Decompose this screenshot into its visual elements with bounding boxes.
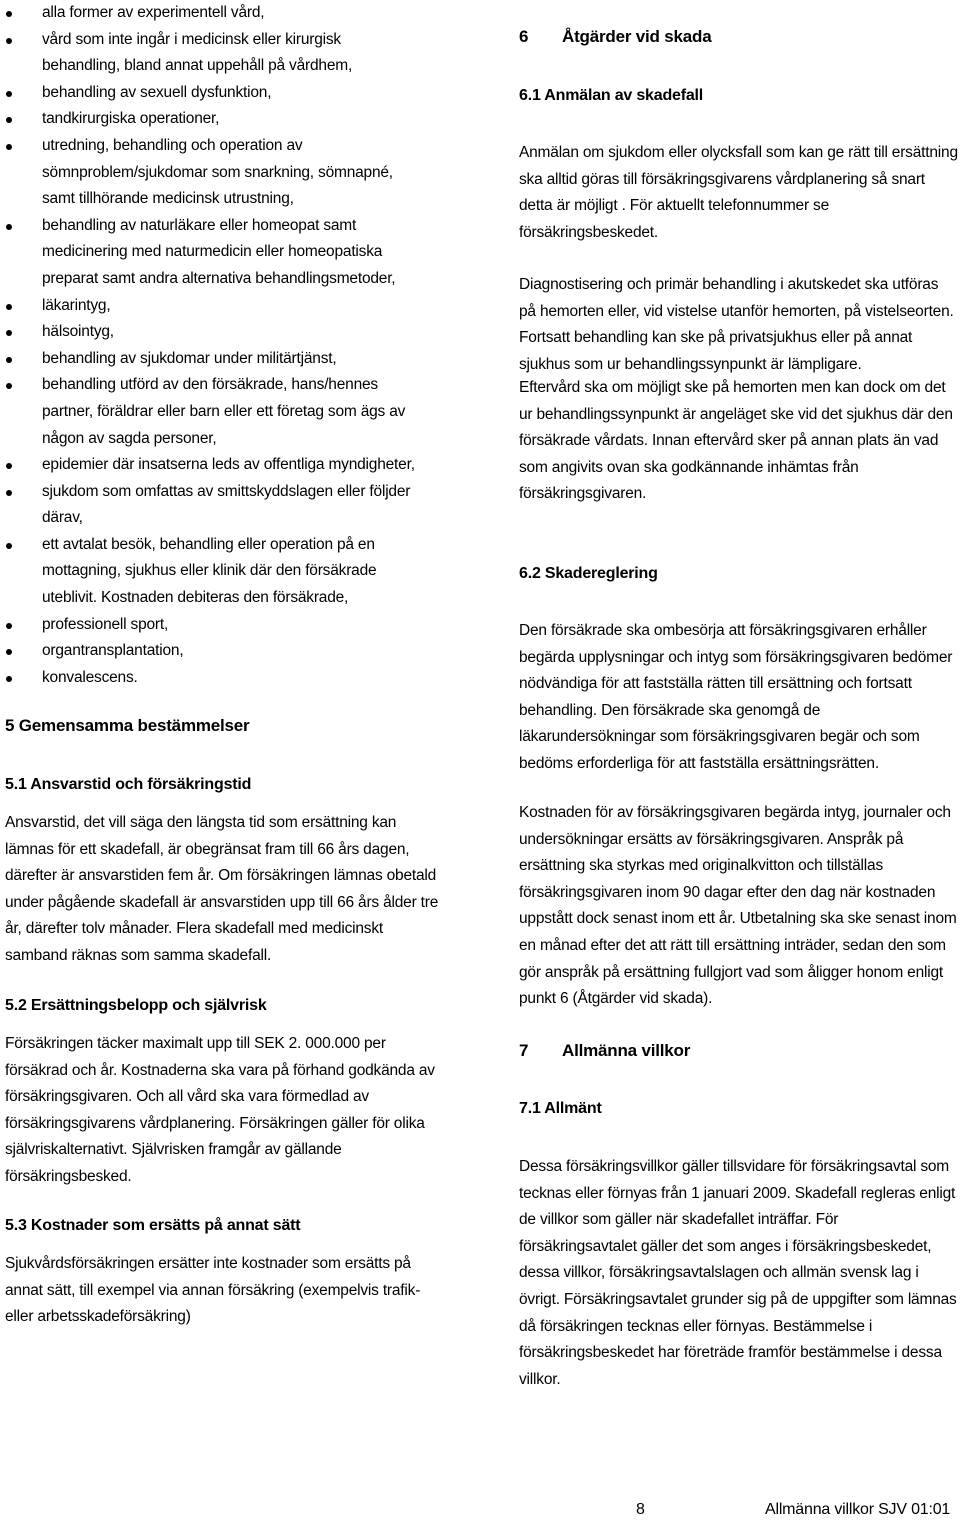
list-item: läkarintyg, — [5, 293, 420, 320]
section-6-2-paragraph-1: Den försäkrade ska ombesörja att försäkringsgivaren erhåller begärda upplysningar och intyg som försäkringsgivaren bedömer nödvändiga för att fastställa rätten till ersättning och fortsatt behandling. Den försäkrade ska genomgå de läkarundersökningar som försäkringsgivaren begär och som bedöms erforderliga för att fastställa ersättningsrätten. — [519, 622, 953, 772]
section-6-1-heading: 6.1 Anmälan av skadefall — [519, 87, 704, 104]
section-7-title: Allmänna villkor — [562, 1041, 691, 1060]
list-item: behandling av naturläkare eller homeopat samt medicinering med naturmedicin eller homeopatiska preparat samt andra alternativa behandlingsmetoder, — [5, 213, 420, 293]
section-7-1-paragraph: Dessa försäkringsvillkor gäller tillsvidare för försäkringsavtal som tecknas eller förnyas från 1 januari 2009. Skadefall regleras enligt de villkor som gäller när skadefallet inträffar. För försäkringsavtalet gäller det som anges i försäkringsbeskedet, dessa villkor, försäkringsavtalslagen och allmän svensk lag i övrigt. Försäkringsavtalet grunder sig på de uppgifter som lämnas då försäkringen tecknas eller förnyas. Bestämmelse i försäkringsbeskedet har företräde framför bestämmelse i dessa villkor. — [519, 1158, 957, 1388]
section-5-3-text: Sjukvårdsförsäkringen ersätter inte kostnader som ersätts på annat sätt, till exempel via annan försäkring (exempelvis trafik-eller arbetsskadeförsäkring) — [5, 1255, 421, 1326]
section-7-number: 7 — [519, 1041, 529, 1060]
list-item: utredning, behandling och operation av sömnproblem/sjukdomar som snarkning, sömnapné, samt tillhörande medicinsk utrustning, — [5, 133, 420, 213]
list-item: alla former av experimentell vård, — [5, 0, 420, 27]
section-5-3-heading: 5.3 Kostnader som ersätts på annat sätt — [5, 1217, 301, 1234]
section-6-1-paragraph-1: Anmälan om sjukdom eller olycksfall som kan ge rätt till ersättning ska alltid göras till försäkringsgivarens vårdplanering så snart detta är möjligt . För aktuellt telefonnummer se försäkringsbeskedet. — [519, 144, 958, 241]
section-6-1-paragraph-2: Diagnostisering och primär behandling i akutskedet ska utföras på hemorten eller, vid vistelse utanför hemorten, på vistelseorten. Fortsatt behandling kan ske på privatsjukhus eller på annat sjukhus som ur behandlingssynpunkt är lämpligare. — [519, 276, 954, 373]
section-6-2-heading: 6.2 Skadereglering — [519, 565, 658, 582]
list-item: konvalescens. — [5, 665, 420, 692]
list-item: hälsointyg, — [5, 319, 420, 346]
list-item: behandling av sjukdomar under militärtjänst, — [5, 346, 420, 373]
list-item: organtransplantation, — [5, 638, 420, 665]
list-item: ett avtalat besök, behandling eller operation på en mottagning, sjukhus eller klinik där den försäkrade uteblivit. Kostnaden debiteras den försäkrade, — [5, 532, 420, 612]
list-item: behandling av sexuell dysfunktion, — [5, 80, 420, 107]
exclusions-list — [5, 0, 420, 691]
section-6-2-paragraph-2: Kostnaden för av försäkringsgivaren begärda intyg, journaler och undersökningar ersätts av försäkringsgivaren. Anspråk på ersättning ska styrkas med originalkvitton och tillställas försäkringsgivaren inom 90 dagar efter den dag när kostnaden uppstått dock senast inom ett år. Utbetalning ska ske senast inom en månad efter det att rätt till ersättning inträder, sedan den som gör anspråk på ersättning fullgjort vad som åligger honom enligt punkt 6 (Åtgärder vid skada). — [519, 804, 957, 1008]
list-item: behandling utförd av den försäkrade, hans/hennes partner, föräldrar eller barn eller ett företag som ägs av någon av sagda personer, — [5, 372, 420, 452]
section-6-title: Åtgärder vid skada — [562, 27, 712, 46]
section-6-1-paragraph-3: Eftervård ska om möjligt ske på hemorten men kan dock om det ur behandlingssynpunkt är angeläget ske vid det sjukhus där den försäkrade vårdats. Innan eftervård sker på annan plats än vad som angivits ovan ska godkännande inhämtas från försäkringsgivaren. — [519, 379, 953, 503]
section-6-heading — [519, 24, 711, 51]
list-item: sjukdom som omfattas av smittskyddslagen eller följder därav, — [5, 479, 420, 532]
section-5-2-heading: 5.2 Ersättningsbelopp och självrisk — [5, 997, 267, 1014]
list-item: professionell sport, — [5, 612, 420, 639]
section-7-1-heading: 7.1 Allmänt — [519, 1100, 602, 1117]
section-7-heading — [519, 1038, 690, 1065]
document-name: Allmänna villkor SJV 01:01 — [765, 1501, 951, 1518]
section-5-heading: 5 Gemensamma bestämmelser — [5, 716, 250, 735]
section-5-1-text: Ansvarstid, det vill säga den längsta tid som ersättning kan lämnas för ett skadefall, är obegränsat fram till 66 års dagen, därefter är ansvarstiden fem år. Om försäkringen lämnas obetald under pågående skadefall är ansvarstiden upp till 66 års ålder tre år, därefter tolv månader. Flera skadefall med medicinskt samband räknas som samma skadefall. — [5, 814, 439, 964]
page-number: 8 — [636, 1501, 645, 1518]
list-item: vård som inte ingår i medicinsk eller kirurgisk behandling, bland annat uppehåll på vårdhem, — [5, 27, 420, 80]
section-5-2-text: Försäkringen täcker maximalt upp till SEK 2. 000.000 per försäkrad och år. Kostnaderna ska vara på förhand godkända av försäkringsgivaren. Och all vård ska vara förmedlad av försäkringsgivarens vårdplanering. Försäkringen gäller för olika självriskalternativt. Självrisken framgår av gällande försäkringsbesked. — [5, 1035, 435, 1185]
section-5-1-heading: 5.1 Ansvarstid och försäkringstid — [5, 776, 252, 793]
list-item: tandkirurgiska operationer, — [5, 106, 420, 133]
list-item: epidemier där insatserna leds av offentliga myndigheter, — [5, 452, 420, 479]
section-6-number: 6 — [519, 27, 529, 46]
